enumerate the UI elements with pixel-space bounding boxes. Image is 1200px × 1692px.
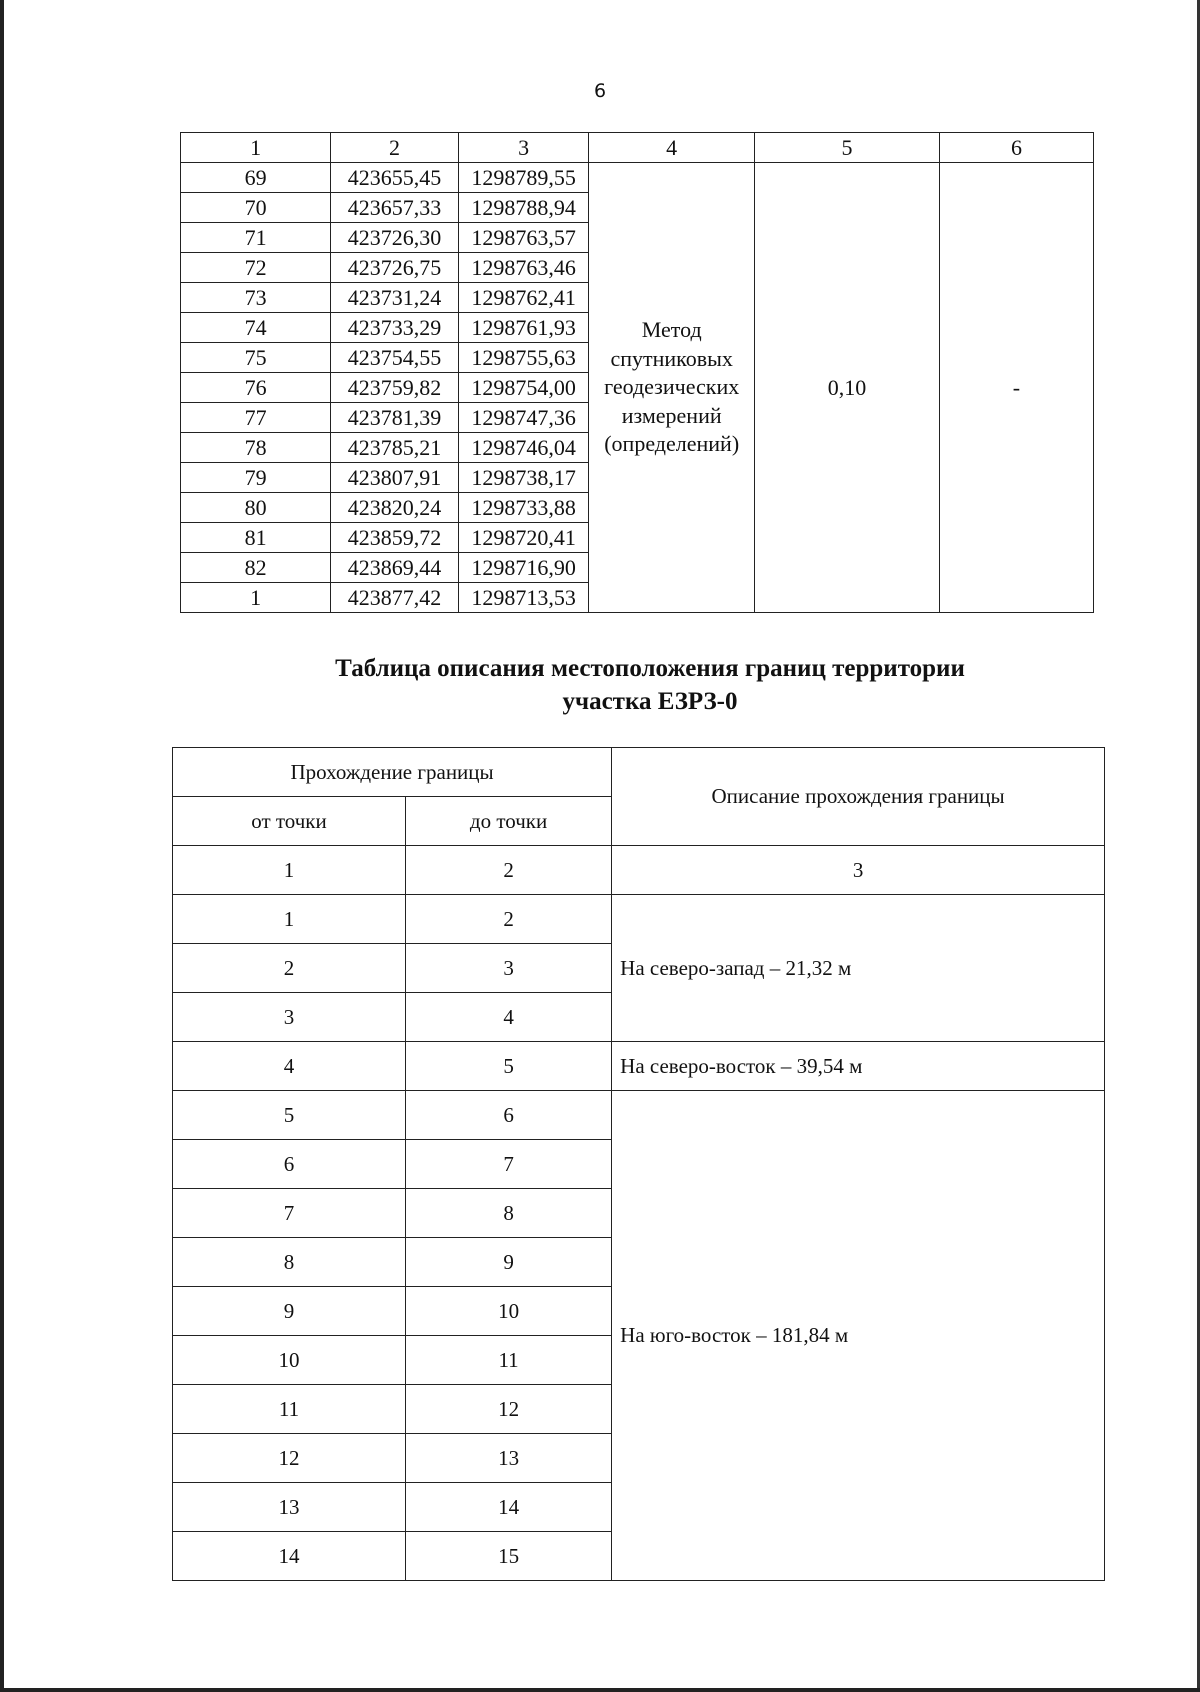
numbering-cell: 3 [612, 846, 1105, 895]
table-header-row [181, 133, 1094, 163]
numbering-row [173, 846, 1105, 895]
header-cell: 1 [181, 133, 331, 163]
point-number-cell: 77 [181, 403, 331, 433]
method-cell [589, 163, 755, 613]
header-cell: 6 [939, 133, 1093, 163]
method-text [589, 316, 754, 459]
description-cell: На северо-восток – 39,54 м [612, 1042, 1105, 1091]
table-row [173, 895, 1105, 944]
to-point-cell: 3 [406, 944, 612, 993]
x-coordinate-cell: 423781,39 [331, 403, 459, 433]
point-number-cell: 81 [181, 523, 331, 553]
to-point-cell: 8 [406, 1189, 612, 1238]
method-line: спутниковых [610, 345, 733, 371]
description-cell: На северо-запад – 21,32 м [612, 895, 1105, 1042]
section-title-line: участка ЕЗРЗ-0 [562, 688, 738, 716]
point-number-cell: 70 [181, 193, 331, 223]
point-number-cell: 74 [181, 313, 331, 343]
x-coordinate-cell: 423869,44 [331, 553, 459, 583]
y-coordinate-cell: 1298761,93 [458, 313, 589, 343]
method-line: (определений) [604, 431, 740, 457]
numbering-cell: 1 [173, 846, 406, 895]
from-point-cell: 4 [173, 1042, 406, 1091]
section-title [230, 652, 1070, 719]
x-coordinate-cell: 423877,42 [331, 583, 459, 613]
point-number-cell: 1 [181, 583, 331, 613]
y-coordinate-cell: 1298763,57 [458, 223, 589, 253]
to-point-cell: 15 [406, 1532, 612, 1581]
table-row [173, 1042, 1105, 1091]
x-coordinate-cell: 423733,29 [331, 313, 459, 343]
x-coordinate-cell: 423820,24 [331, 493, 459, 523]
to-point-cell: 2 [406, 895, 612, 944]
y-coordinate-cell: 1298754,00 [458, 373, 589, 403]
x-coordinate-cell: 423726,30 [331, 223, 459, 253]
y-coordinate-cell: 1298720,41 [458, 523, 589, 553]
to-point-cell: 10 [406, 1287, 612, 1336]
from-point-cell: 12 [173, 1434, 406, 1483]
x-coordinate-cell: 423807,91 [331, 463, 459, 493]
point-number-cell: 80 [181, 493, 331, 523]
from-point-cell: 1 [173, 895, 406, 944]
header-group-cell: Прохождение границы [173, 748, 612, 797]
page-border-bottom [0, 1688, 1200, 1692]
x-coordinate-cell: 423754,55 [331, 343, 459, 373]
to-point-cell: 13 [406, 1434, 612, 1483]
method-line: Метод [641, 317, 702, 343]
numbering-cell: 2 [406, 846, 612, 895]
point-number-cell: 78 [181, 433, 331, 463]
header-from-cell: от точки [173, 797, 406, 846]
y-coordinate-cell: 1298788,94 [458, 193, 589, 223]
to-point-cell: 14 [406, 1483, 612, 1532]
boundary-table [172, 747, 1105, 1581]
x-coordinate-cell: 423655,45 [331, 163, 459, 193]
from-point-cell: 8 [173, 1238, 406, 1287]
from-point-cell: 3 [173, 993, 406, 1042]
y-coordinate-cell: 1298716,90 [458, 553, 589, 583]
page-border-left [0, 0, 4, 1692]
from-point-cell: 14 [173, 1532, 406, 1581]
method-line: геодезических [604, 374, 740, 400]
to-point-cell: 11 [406, 1336, 612, 1385]
header-cell: 3 [458, 133, 589, 163]
page-number: 6 [593, 80, 607, 102]
y-coordinate-cell: 1298789,55 [458, 163, 589, 193]
x-coordinate-cell: 423859,72 [331, 523, 459, 553]
accuracy-cell: 0,10 [754, 163, 939, 613]
from-point-cell: 2 [173, 944, 406, 993]
point-number-cell: 69 [181, 163, 331, 193]
header-to-cell: до точки [406, 797, 612, 846]
table-row [181, 163, 1094, 193]
to-point-cell: 5 [406, 1042, 612, 1091]
point-number-cell: 73 [181, 283, 331, 313]
point-number-cell: 79 [181, 463, 331, 493]
point-number-cell: 71 [181, 223, 331, 253]
y-coordinate-cell: 1298763,46 [458, 253, 589, 283]
section-title-line: Таблица описания местоположения границ территории [335, 655, 965, 682]
to-point-cell: 6 [406, 1091, 612, 1140]
header-desc-cell: Описание прохождения границы [612, 748, 1105, 846]
header-cell: 4 [589, 133, 755, 163]
point-number-cell: 75 [181, 343, 331, 373]
to-point-cell: 12 [406, 1385, 612, 1434]
from-point-cell: 6 [173, 1140, 406, 1189]
y-coordinate-cell: 1298713,53 [458, 583, 589, 613]
to-point-cell: 7 [406, 1140, 612, 1189]
to-point-cell: 4 [406, 993, 612, 1042]
y-coordinate-cell: 1298746,04 [458, 433, 589, 463]
table-header-row [173, 748, 1105, 797]
from-point-cell: 5 [173, 1091, 406, 1140]
y-coordinate-cell: 1298755,63 [458, 343, 589, 373]
x-coordinate-cell: 423726,75 [331, 253, 459, 283]
y-coordinate-cell: 1298747,36 [458, 403, 589, 433]
from-point-cell: 7 [173, 1189, 406, 1238]
y-coordinate-cell: 1298762,41 [458, 283, 589, 313]
point-number-cell: 82 [181, 553, 331, 583]
from-point-cell: 13 [173, 1483, 406, 1532]
x-coordinate-cell: 423731,24 [331, 283, 459, 313]
x-coordinate-cell: 423657,33 [331, 193, 459, 223]
x-coordinate-cell: 423785,21 [331, 433, 459, 463]
from-point-cell: 9 [173, 1287, 406, 1336]
point-number-cell: 76 [181, 373, 331, 403]
description-cell: На юго-восток – 181,84 м [612, 1091, 1105, 1581]
coordinates-table [180, 132, 1094, 613]
point-number-cell: 72 [181, 253, 331, 283]
x-coordinate-cell: 423759,82 [331, 373, 459, 403]
y-coordinate-cell: 1298733,88 [458, 493, 589, 523]
col6-cell: - [939, 163, 1093, 613]
from-point-cell: 11 [173, 1385, 406, 1434]
y-coordinate-cell: 1298738,17 [458, 463, 589, 493]
method-line: измерений [621, 402, 722, 428]
table-row [173, 1091, 1105, 1140]
header-cell: 2 [331, 133, 459, 163]
header-cell: 5 [754, 133, 939, 163]
from-point-cell: 10 [173, 1336, 406, 1385]
to-point-cell: 9 [406, 1238, 612, 1287]
